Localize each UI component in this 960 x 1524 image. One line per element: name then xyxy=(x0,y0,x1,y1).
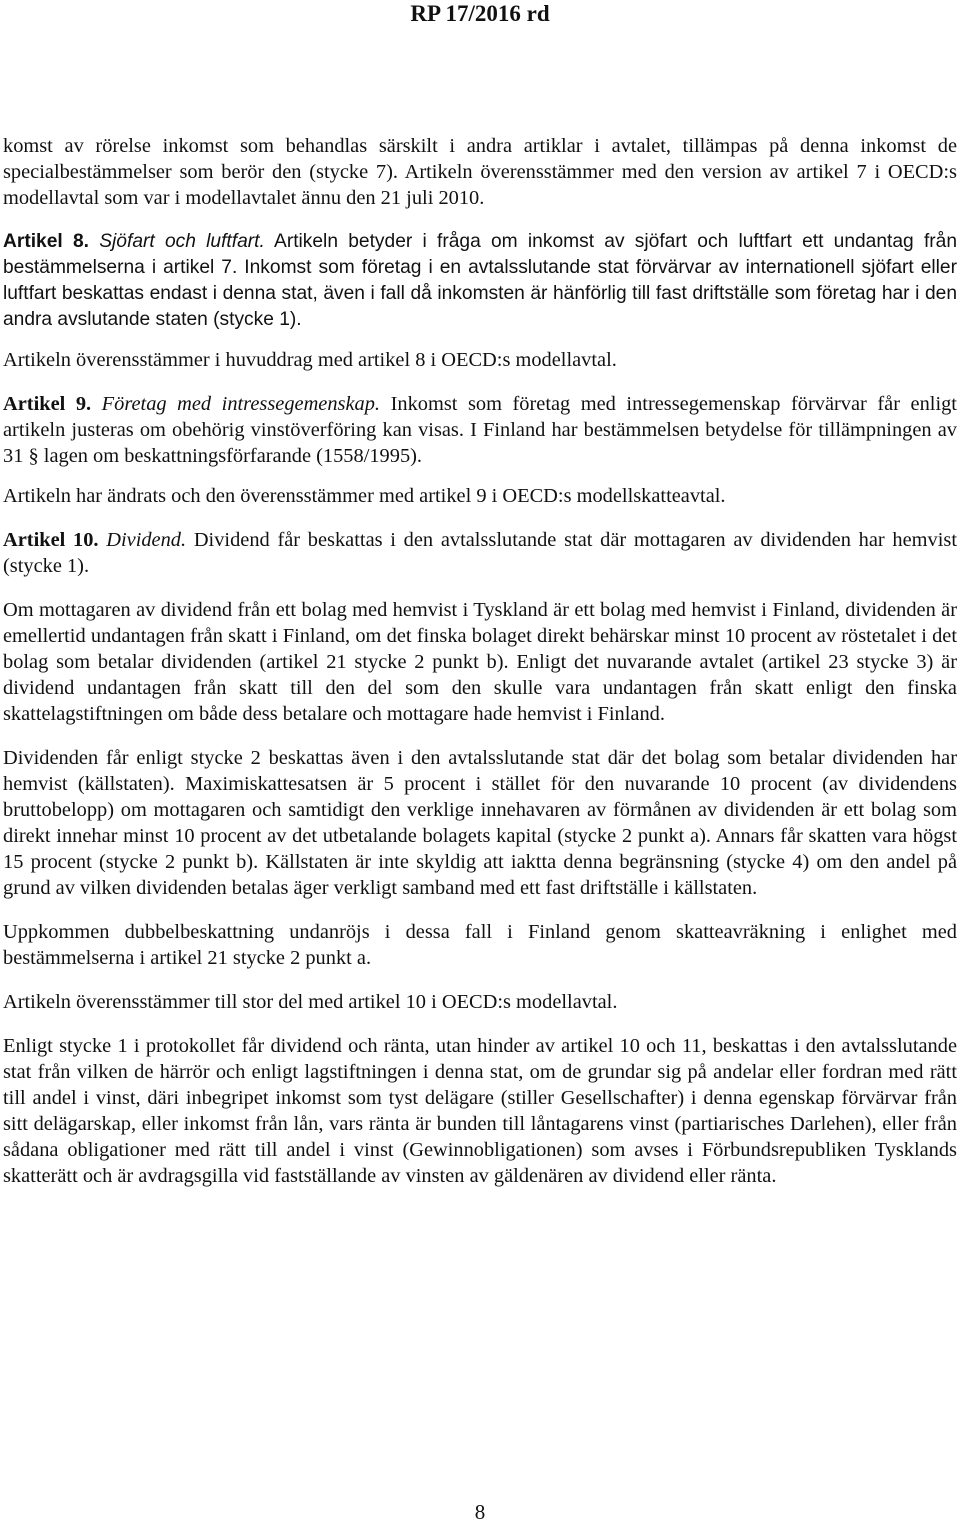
paragraph-intro: komst av rörelse inkomst som behandlas särskilt i andra artiklar i avtalet, tillämpas på denna inkomst de specialbestämmelser som berör den (stycke 7). Artikeln överensstämmer med den version av artikel 7 i OECD:s modellavtal som var i modellavtalet ännu den 21 juli 2010. xyxy=(3,135,957,209)
article-10-paragraph-5: Artikeln överensstämmer till stor del med artikel 10 i OECD:s modellavtal. xyxy=(3,991,618,1013)
article-8-text: Artikeln betyder i fråga om inkomst av sjöfart och luftfart ett undantag från bestämmelserna i artikel 7. Inkomst som företag i en avtalsslutande stat förvärvar av internationell sjöfart eller luftfart beskattas endast i denna stat, även i fall då inkomsten är hänförlig till fast driftställe som företag har i den andra avslutande staten (stycke 1). xyxy=(3,231,958,330)
article-9-text: Inkomst som företag med intressegemenskap förvärvar får enligt artikeln justeras om obehörig vinstöverföring kan visas. I Finland har bestämmelsen betydelse för tillämpningen av 31 § lagen om beskattningsförfarande (1558/1995). xyxy=(3,393,957,467)
article-10-paragraph-6: Enligt stycke 1 i protokollet får dividend och ränta, utan hinder av artikel 10 och 11, beskattas i den avtalsslutande stat från vilken de härrör och enligt lagstiftningen i denna stat, om de grundar sig på andelar eller fordran med rätt till andel i vinst, däri inbegripet inkomst som tyst delägare (stiller Gesellschafter) i denna egenskap förvärvar från sitt delägarskap, eller inkomst från lån, vars ränta är bunden till låntagarens vinst (partiarisches Darlehen), eller från sådana obligationer med rätt till andel i vinst (Gewinnobligationen) som avses i Förbundsrepubliken Tysklands skatterätt och är avdragsgilla vid fastställande av vinsten av gäldenären av dividend eller ränta. xyxy=(3,1035,957,1187)
article-10-label: Artikel 10. xyxy=(3,529,99,551)
article-8-label: Artikel 8. xyxy=(3,231,89,252)
article-10-paragraph-2: Om mottagaren av dividend från ett bolag med hemvist i Tyskland är ett bolag med hemvist i Finland, dividenden är emellertid undantagen från skatt i Finland, om det finska bolaget direkt behärskar minst 10 procent av röstetalet i det bolag som betalar dividenden (artikel 21 stycke 2 punkt b). Enligt det nuvarande avtalet (artikel 23 stycke 3) är dividend undantagen från skatt till den del som den skulle vara undantagen från skatt enligt den finska skattelagstiftningen om både dess betalare och mottagare hade hemvist i Finland. xyxy=(3,599,957,725)
article-8-paragraph xyxy=(3,229,957,333)
article-10-paragraph-4: Uppkommen dubbelbeskattning undanröjs i dessa fall i Finland genom skatteavräkning i enlighet med bestämmelserna i artikel 21 stycke 2 punkt a. xyxy=(3,921,957,969)
article-10-text: Dividend får beskattas i den avtalsslutande stat där mottagaren av dividenden har hemvist (stycke 1). xyxy=(3,529,957,577)
page-number: 8 xyxy=(474,1500,486,1524)
article-8-note: Artikeln överensstämmer i huvuddrag med artikel 8 i OECD:s modellavtal. xyxy=(3,349,617,371)
page-header: RP 17/2016 rd xyxy=(410,1,550,26)
article-9-note: Artikeln har ändrats och den överensstämmer med artikel 9 i OECD:s modellskatteavtal. xyxy=(3,485,726,507)
article-10-paragraph xyxy=(3,527,957,579)
article-9-label: Artikel 9. xyxy=(3,393,92,415)
article-9-title: Företag med intressegemenskap. xyxy=(101,393,381,415)
article-10-paragraph-3: Dividenden får enligt stycke 2 beskattas även i den avtalsslutande stat där det bolag som betalar dividenden har hemvist (källstaten). Maximiskattesatsen är 5 procent i stället för den nuvarande 10 procent (av dividendens bruttobelopp) om mottagaren och samtidigt den verklige innehavaren av förmånen av dividenden är ett bolag som direkt innehar minst 10 procent av det utbetalande bolagets kapital (stycke 2 punkt a). Annars får skatten vara högst 15 procent (stycke 2 punkt b). Källstaten är inte skyldig att iaktta denna begränsning (stycke 4) om den andel på grund av vilken dividenden betalas äger verkligt samband med ett fast driftställe i källstaten. xyxy=(3,747,957,899)
document-body xyxy=(3,133,957,1207)
article-8-title: Sjöfart och luftfart. xyxy=(99,231,265,252)
article-10-title: Dividend. xyxy=(106,529,187,551)
article-9-paragraph xyxy=(3,391,957,469)
